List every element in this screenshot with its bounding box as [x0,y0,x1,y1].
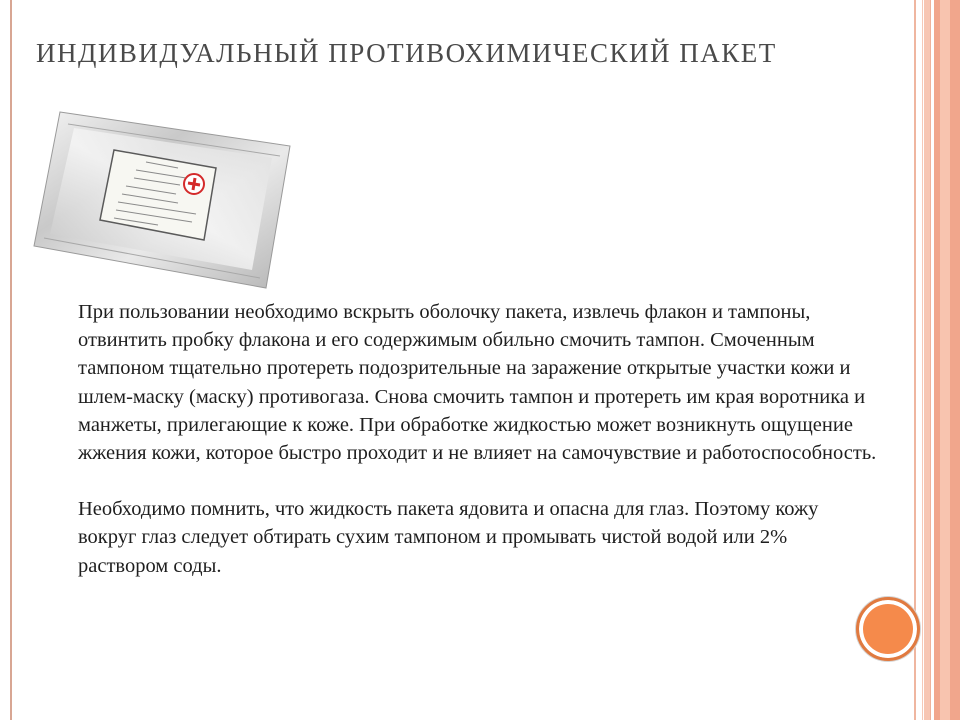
chemical-packet-image [28,98,306,294]
slide-title: ИНДИВИДУАЛЬНЫЙ ПРОТИВОХИМИЧЕСКИЙ ПАКЕТ [36,38,777,68]
paragraph-instructions: При пользовании необходимо вскрыть оболочку пакета, извлечь флакон и тампоны, отвинтить пробку флакона и его содержимым обильно смочить тампон. Смоченным тампоном тщательно протереть подозрительные на заражение открытые участки кожи и шлем-маску (маску) противогаза. Снова смочить тампон и протереть им края воротника и манжеты, прилегающие к коже. При обработке жидкостью может возникнуть ощущение жжения кожи, которое быстро проходит и не влияет на самочувствие и работоспособность. [78,301,877,465]
right-border-stripe [940,0,950,720]
left-border-line [0,0,12,720]
paragraph-warning: Необходимо помнить, что жидкость пакета ядовита и опасна для глаз. Поэтому кожу вокруг глаз следует обтирать сухим тампоном и промывать чистой водой или 2% раствором соды. [78,498,819,577]
body-text [78,298,878,580]
right-border-stripe [924,0,931,720]
orange-circle-icon[interactable] [856,597,920,661]
